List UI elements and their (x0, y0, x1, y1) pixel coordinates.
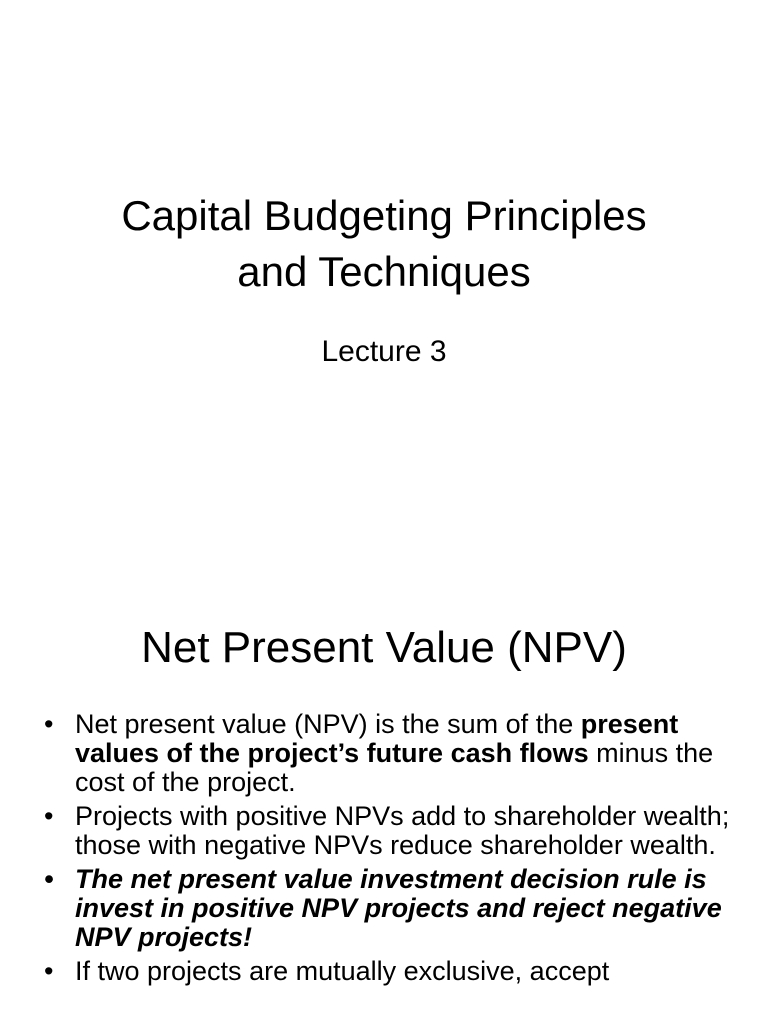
bullet-icon: • (44, 864, 54, 894)
bullet-text: minus the cost of the project. (75, 738, 714, 797)
npv-slide-title: Net Present Value (NPV) (141, 623, 627, 672)
bullet-item-mutually-exclusive (44, 957, 744, 986)
bullet-item-npv-definition (44, 710, 744, 797)
slide-subtitle: Lecture 3 (321, 335, 447, 368)
slide-title-line-2: and Techniques (237, 248, 531, 295)
bullet-icon: • (44, 956, 54, 986)
slide-title (0, 188, 768, 300)
bullet-text-emphasis: present values of the project’s future cash flows (75, 709, 679, 768)
bullet-text: Projects with positive NPVs add to shareholder wealth; those with negative NPVs reduce shareholder wealth. (75, 801, 730, 860)
bullet-text: The net present value investment decision rule is invest in positive NPV projects and reject negative NPV projects! (75, 864, 722, 952)
slide-title-line-1: Capital Budgeting Principles (121, 192, 647, 239)
bullet-icon: • (44, 709, 54, 739)
bullet-text: Net present value (NPV) is the sum of the (75, 709, 574, 739)
bullet-text: If two projects are mutually exclusive, accept (75, 956, 610, 986)
bullet-list (44, 710, 744, 991)
bullet-icon: • (44, 801, 54, 831)
bullet-item-shareholder-wealth (44, 802, 744, 860)
bullet-item-decision-rule (44, 865, 744, 952)
